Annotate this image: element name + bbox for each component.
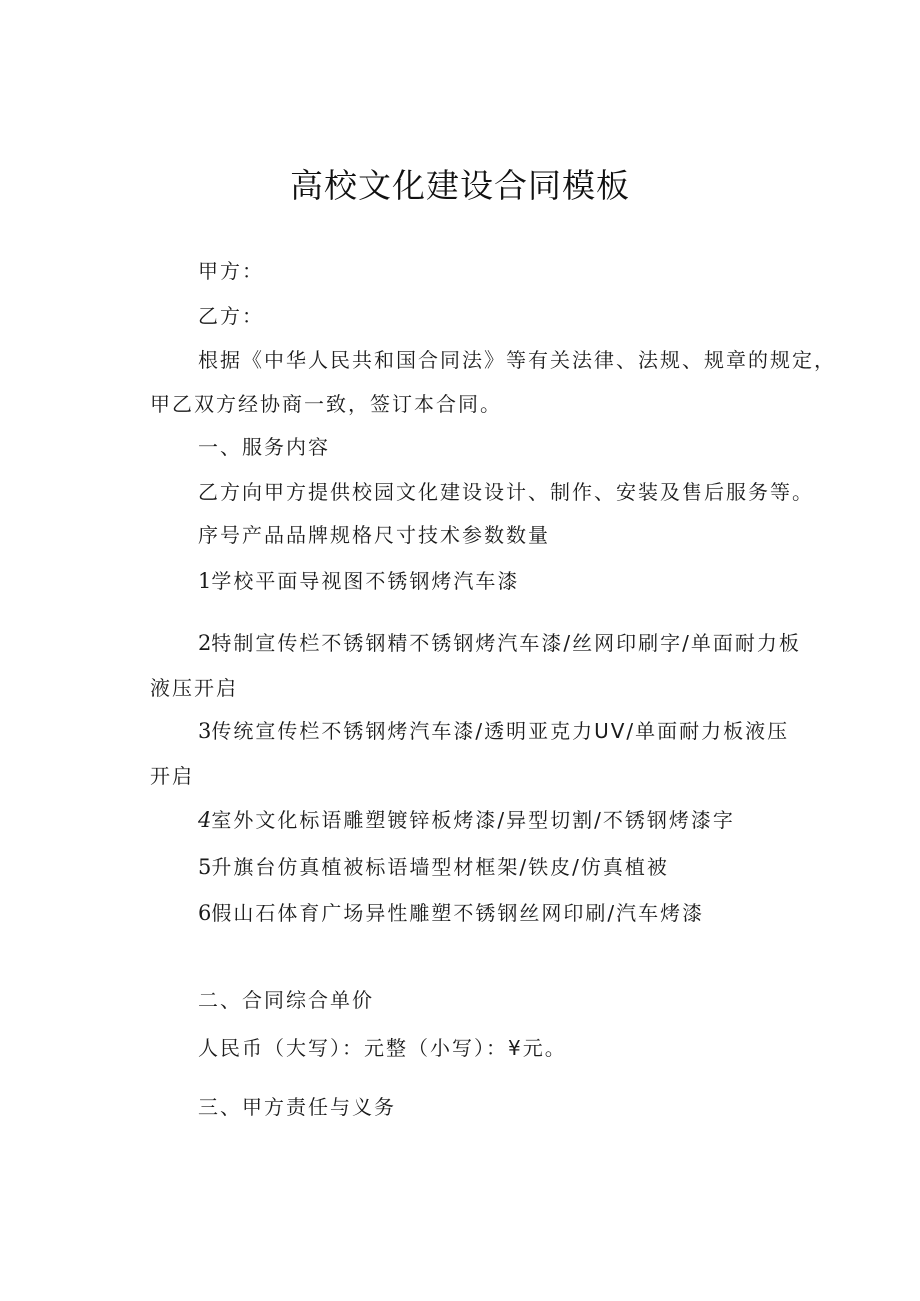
item-number: 6 bbox=[198, 901, 212, 925]
list-item bbox=[198, 899, 704, 927]
list-item bbox=[198, 806, 735, 834]
item-text: 室外文化标语雕塑镀锌板烤漆/异型切割/不锈钢烤漆字 bbox=[211, 808, 735, 832]
party-a-label: 甲方： bbox=[198, 259, 264, 283]
item-number: 5 bbox=[198, 855, 212, 879]
section-3-heading: 三、甲方责任与义务 bbox=[198, 1095, 396, 1119]
item-text: 特制宣传栏不锈钢精不锈钢烤汽车漆/丝网印刷字/单面耐力板 bbox=[211, 631, 801, 655]
item-text: 升旗台仿真植被标语墙型材框架/铁皮/仿真植被 bbox=[211, 855, 669, 879]
item-number: 3 bbox=[198, 719, 212, 743]
list-item bbox=[198, 567, 519, 595]
list-item-continuation: 开启 bbox=[150, 764, 194, 788]
list-item bbox=[198, 717, 789, 745]
section-2-text: 人民币（大写）：元整（小写）：¥元。 bbox=[198, 1036, 567, 1060]
preamble-line-2: 甲乙双方经协商一致，签订本合同。 bbox=[150, 392, 502, 416]
list-item bbox=[198, 629, 801, 657]
item-number: 1 bbox=[198, 569, 212, 593]
list-item bbox=[198, 853, 669, 881]
table-header: 序号产品品牌规格尺寸技术参数数量 bbox=[198, 523, 550, 547]
item-text: 假山石体育广场异性雕塑不锈钢丝网印刷/汽车烤漆 bbox=[211, 901, 705, 925]
item-number: 4 bbox=[198, 808, 212, 832]
party-b-label: 乙方： bbox=[198, 304, 264, 328]
section-1-text: 乙方向甲方提供校园文化建设设计、制作、安装及售后服务等。 bbox=[198, 480, 814, 504]
item-number: 2 bbox=[198, 631, 212, 655]
item-text: 传统宣传栏不锈钢烤汽车漆/透明亚克力UV/单面耐力板液压 bbox=[211, 719, 790, 743]
preamble-line-1: 根据《中华人民共和国合同法》等有关法律、法规、规章的规定， bbox=[198, 348, 836, 372]
section-2-heading: 二、合同综合单价 bbox=[198, 988, 374, 1012]
document-title: 高校文化建设合同模板 bbox=[290, 166, 630, 205]
item-text: 学校平面导视图不锈钢烤汽车漆 bbox=[211, 569, 520, 593]
list-item-continuation: 液压开启 bbox=[150, 676, 238, 700]
section-1-heading: 一、服务内容 bbox=[198, 435, 330, 459]
